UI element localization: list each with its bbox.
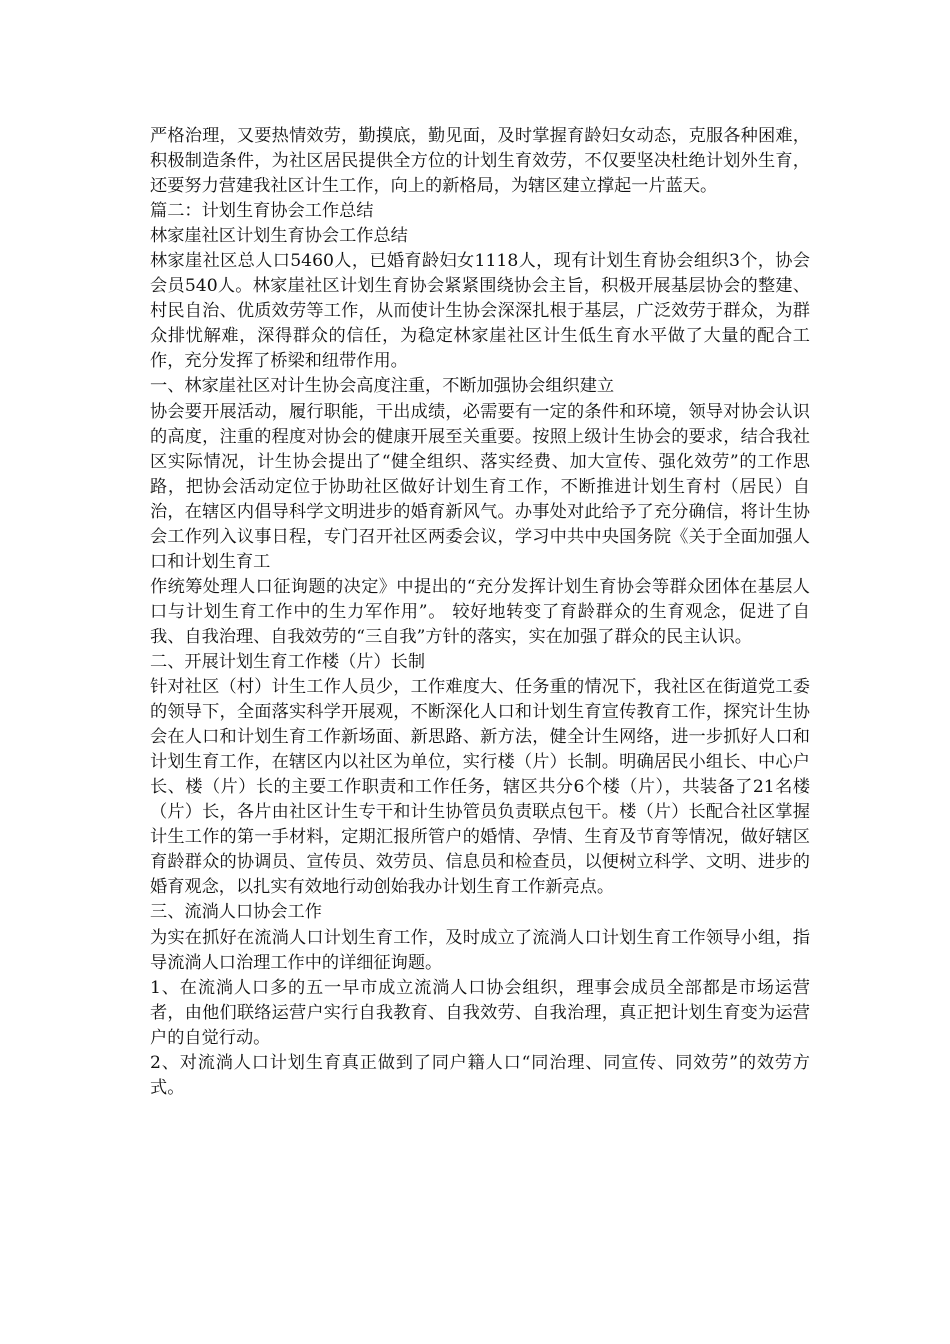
list-item-one: 1、在流淌人口多的五一早市成立流淌人口协会组织，理事会成员全部都是市场运营者，由他们联络运营户实行自我教育、自我效劳、自我治理，真正把计划生育变为运营户的自觉行动。 (150, 977, 810, 1048)
paragraph-section-two: 针对社区（村）计生工作人员少，工作难度大、任务重的情况下，我社区在街道党工委的领导下，全面落实科学开展观，不断深化人口和计划生育宣传教育工作，探究计生协会在人口和计划生育工作新场面、新思路、新方法，健全计生网络，进一步抓好人口和计划生育工作，在辖区内以社区为单位，实行楼（片）长制。明确居民小组长、中心户长、楼（片）长的主要工作职责和工作任务，辖区共分6个楼（片），共装备了21名楼（片）长，各片由社区计生专干和计生协管员负责联点包干。楼（片）长配合社区掌握计生工作的第一手材料，定期汇报所管户的婚情、孕情、生育及节育等情况，做好辖区育龄群众的协调员、宣传员、效劳员、信息员和检查员，以便树立科学、文明、进步的婚育观念，以扎实有效地行动创始我办计划生育工作新亮点。 (150, 677, 810, 898)
heading-section-two: 二、开展计划生育工作楼（片）长制 (150, 651, 426, 672)
document-body (150, 124, 810, 1101)
paragraph-section-one-a: 协会要开展活动，履行职能，干出成绩，必需要有一定的条件和环境，领导对协会认识的高度，注重的程度对协会的健康开展至关重要。按照上级计生协会的要求，结合我社区实际情况，计生协会提出了“健全组织、落实经费、加大宣传、强化效劳”的工作思路，把协会活动定位于协助社区做好计划生育工作，不断推进计划生育村（居民）自治，在辖区内倡导科学文明进步的婚育新风气。办事处对此给予了充分确信，将计生协会工作列入议事日程，专门召开社区两委会议，学习中共中央国务院《关于全面加强人口和计划生育工 (150, 401, 810, 572)
heading-section-three: 三、流淌人口协会工作 (150, 902, 322, 923)
document-title: 林家崖社区计划生育协会工作总结 (150, 226, 408, 247)
section-heading-part-two: 篇二：计划生育协会工作总结 (150, 201, 374, 222)
paragraph-overview: 林家崖社区总人口5460人，已婚育龄妇女1118人，现有计划生育协会组织3个，协会会员540人。林家崖社区计划生育协会紧紧围绕协会主旨，积极开展基层协会的整建、村民自治、优质效劳等工作，从而使计生协会深深扎根于基层，广泛效劳于群众，为群众排忧解难，深得群众的信任，为稳定林家崖社区计生低生育水平做了大量的配合工作，充分发挥了桥梁和纽带作用。 (150, 251, 810, 372)
paragraph-section-one-b: 作统筹处理人口征询题的决定》中提出的“充分发挥计划生育协会等群众团体在基层人口与计划生育工作中的生力军作用”。 较好地转变了育龄群众的生育观念，促进了自我、自我治理、自我效劳的“三自我”方针的落实，实在加强了群众的民主认识。 (150, 576, 810, 647)
list-item-two: 2、对流淌人口计划生育真正做到了同户籍人口“同治理、同宣传、同效劳”的效劳方式。 (150, 1052, 810, 1098)
heading-section-one: 一、林家崖社区对计生协会高度注重，不断加强协会组织建立 (150, 376, 615, 397)
paragraph-intro-continuation: 严格治理，又要热情效劳，勤摸底，勤见面，及时掌握育龄妇女动态，克服各种困难，积极制造条件，为社区居民提供全方位的计划生育效劳，不仅要坚决杜绝计划外生育，还要努力营建我社区计生工作，向上的新格局，为辖区建立撑起一片蓝天。 (150, 126, 810, 197)
paragraph-section-three: 为实在抓好在流淌人口计划生育工作，及时成立了流淌人口计划生育工作领导小组，指导流淌人口治理工作中的详细征询题。 (150, 927, 810, 973)
